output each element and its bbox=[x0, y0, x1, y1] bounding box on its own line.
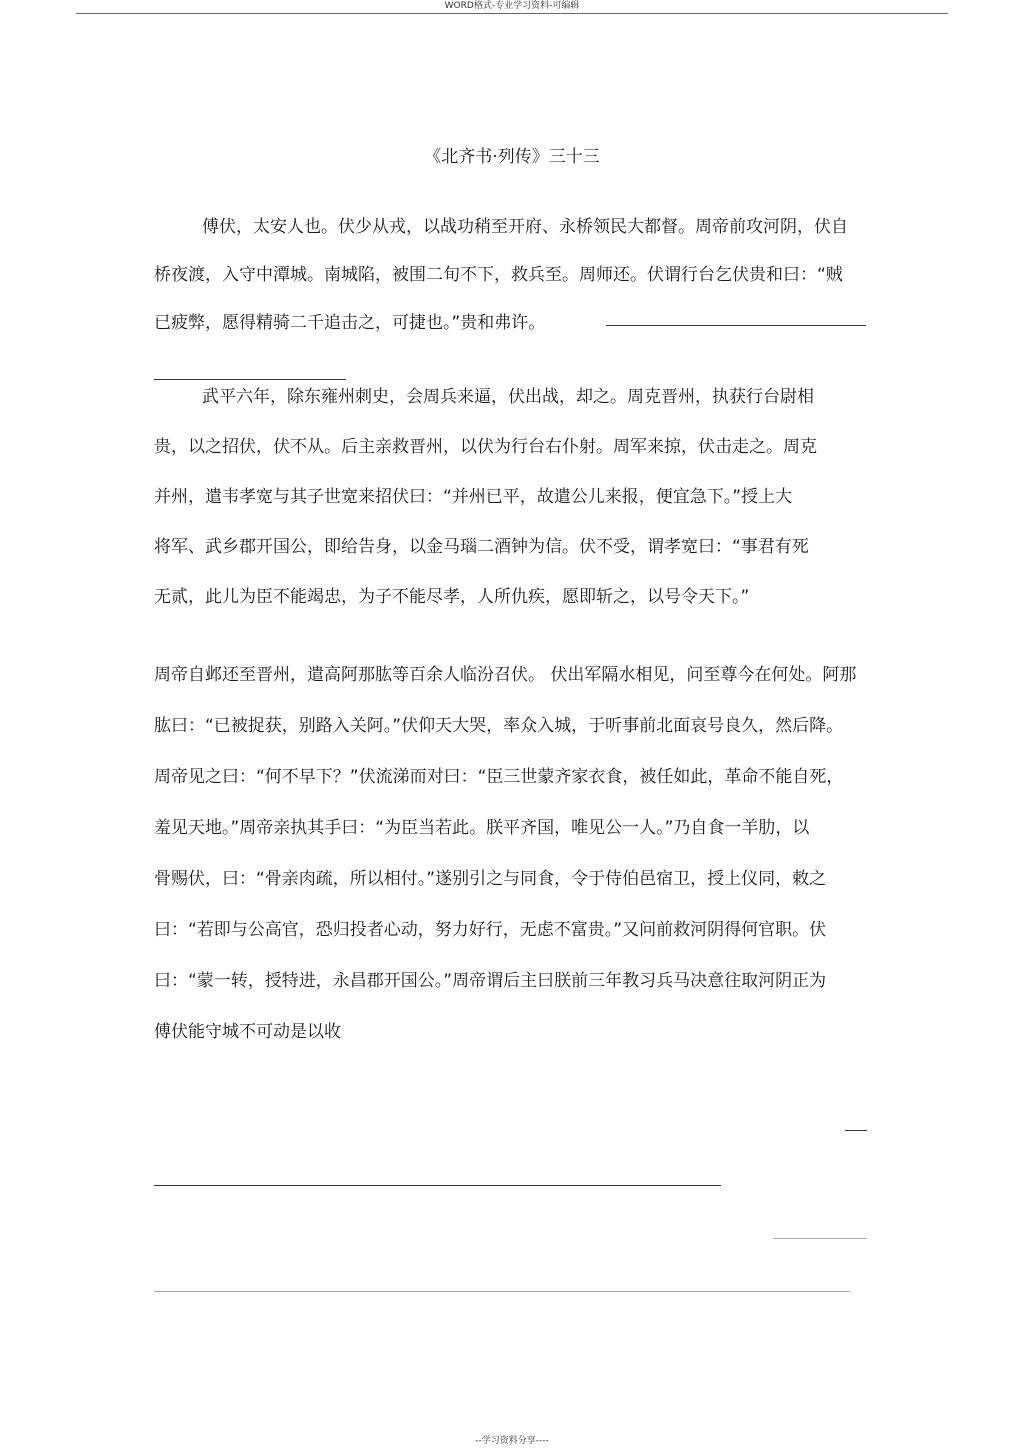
answer-blank-2 bbox=[154, 379, 346, 380]
answer-blank-4 bbox=[154, 1185, 721, 1186]
paragraph-3-line-4: 羞见天地。”周帝亲执其手曰：“为臣当若此。朕平齐国，唯见公一人。”乃自食一羊肋，以 bbox=[154, 818, 810, 838]
paragraph-2-line-4: 将军、武乡郡开国公，即给告身，以金马瑙二酒钟为信。伏不受，谓孝宽曰：“事君有死 bbox=[154, 537, 809, 557]
header-divider bbox=[76, 13, 948, 14]
paragraph-3-line-2: 肱曰：“已被捉获，别路入关阿。”伏仰天大哭，率众入城，于听事前北面哀号良久，然后降。 bbox=[154, 716, 844, 736]
paragraph-2-line-2: 贵，以之招伏，伏不从。后主亲救晋州，以伏为行台右仆射。周军来掠，伏击走之。周克 bbox=[154, 437, 817, 457]
answer-blank-5 bbox=[773, 1238, 867, 1239]
answer-blank-1 bbox=[606, 325, 866, 326]
answer-blank-6 bbox=[154, 1291, 850, 1292]
paragraph-2-line-5: 无贰，此儿为臣不能竭忠，为子不能尽孝，人所仇疾，愿即斩之，以号令天下。” bbox=[154, 587, 750, 607]
paragraph-3-line-1: 周帝自邺还至晋州，遣高阿那肱等百余人临汾召伏。 伏出军隔水相见，问至尊今在何处。阿那 bbox=[154, 665, 857, 685]
paragraph-3-line-5: 骨赐伏，曰：“骨亲肉疏，所以相付。”遂别引之与同食，令于侍伯邑宿卫，授上仪同，敕之 bbox=[154, 869, 827, 889]
document-title: 《北齐书·列传》三十三 bbox=[424, 147, 600, 167]
page-header: WORD格式-专业学习资料-可编辑 bbox=[444, 1, 580, 11]
paragraph-3-line-3: 周帝见之曰：“何不早下？”伏流涕而对曰：“臣三世蒙齐家衣食，被任如此，革命不能自死， bbox=[154, 767, 844, 787]
paragraph-3-line-8: 傅伏能守城不可动是以收 bbox=[154, 1022, 341, 1042]
paragraph-1-line-3: 已疲弊，愿得精骑二千追击之，可捷也。”贵和弗许。 bbox=[154, 313, 546, 333]
page-footer: --学习资料分享---- bbox=[475, 1436, 549, 1446]
paragraph-1-line-2: 桥夜渡，入守中潭城。南城陷，被围二旬不下，救兵至。周师还。伏谓行台乞伏贵和曰：“贼 bbox=[154, 265, 843, 285]
paragraph-3-line-6: 曰：“若即与公高官，恐归投者心动，努力好行，无虑不富贵。”又问前救河阴得何官职。伏 bbox=[154, 920, 827, 940]
paragraph-2-line-1: 武平六年，除东雍州刺史，会周兵来逼，伏出战，却之。周克晋州，执获行台尉相 bbox=[202, 387, 814, 407]
paragraph-1-line-1: 傅伏，太安人也。伏少从戎，以战功稍至开府、永桥领民大都督。周帝前攻河阴，伏自 bbox=[202, 217, 848, 237]
answer-blank-3 bbox=[845, 1130, 867, 1131]
paragraph-2-line-3: 并州，遣韦孝宽与其子世宽来招伏曰：“并州已平，故遣公儿来报，便宜急下。”授上大 bbox=[154, 487, 793, 507]
paragraph-3-line-7: 曰：“蒙一转，授特进，永昌郡开国公。”周帝谓后主曰朕前三年教习兵马决意往取河阴正为 bbox=[154, 971, 827, 991]
